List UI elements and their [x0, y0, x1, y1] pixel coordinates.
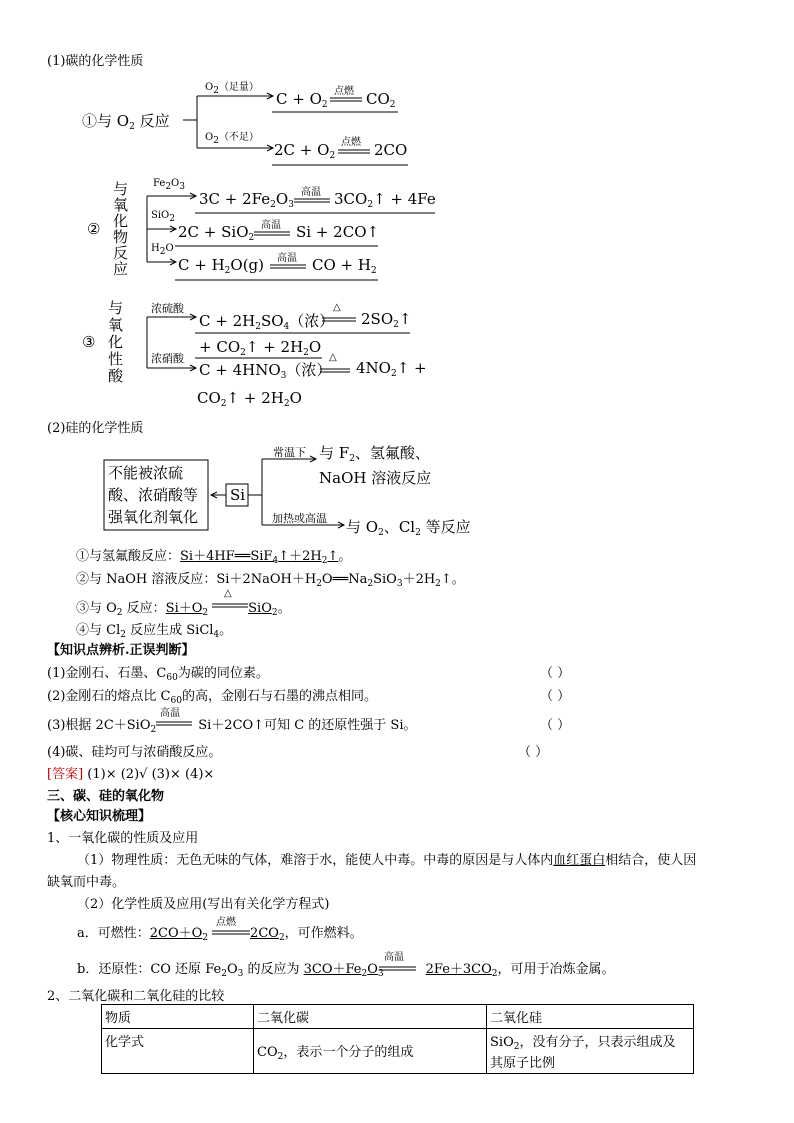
si-up-text: 与 $F_2$、氢氟酸、	[319, 444, 430, 464]
judge-q4-paren[interactable]: （ ）	[518, 745, 549, 760]
section-carbon-title: (1)碳的化学性质	[47, 54, 144, 69]
o2-eq2-cond: 点燃	[341, 137, 361, 148]
co-b: b．还原性：CO 还原 $Fe_2O_3$ 的反应为 $3CO+Fe_2O_3$ $2Fe+3CO_2$，可用于冶炼金属。	[77, 962, 615, 979]
judge-q3: (3)根据 2C＋SiO$_2$ Si＋2CO↑可知 C 的还原性强于 Si。	[47, 718, 417, 735]
acid-branch-h2so4: 浓硫酸	[151, 302, 184, 315]
section-oxides-title: 三、碳、硅的氧化物	[47, 789, 165, 804]
o2-eq2-reactant: $2C + O_2$	[274, 141, 336, 161]
acid-eq2-cond: △	[329, 352, 337, 363]
o2-eq1-cond: 点燃	[334, 86, 354, 97]
judge-q1-paren[interactable]: （ ）	[540, 666, 571, 681]
si-down-text: 与 $O_2$、$Cl_2$ 等反应	[346, 518, 471, 538]
si-eq4: ④与 $Cl_2$ 反应生成 SiCl$_4$。	[76, 623, 233, 640]
oxide-eq1-right: $3CO_2↑ + 4Fe$	[334, 190, 436, 210]
oxide-vertical-label: 与 氧 化 物 反 应	[113, 180, 129, 278]
judge-answer: [答案] (1)× (2)√ (3)× (4)×	[47, 767, 215, 782]
judge-q2-paren[interactable]: （ ）	[540, 689, 571, 704]
section-oxides-subtitle: 【核心知识梳理】	[47, 809, 152, 824]
o2-eq2-product: 2CO	[374, 141, 408, 159]
oxide-eq3-right: CO + $H_2$	[312, 256, 377, 276]
judge-q1: (1)金刚石、石墨、$C_{60}$为碳的同位素。	[47, 666, 269, 683]
si-up-text-line2: NaOH 溶液反应	[319, 469, 432, 487]
oxide-eq3-left: $C + H_2O(g)$	[178, 256, 265, 276]
table-header-cell: 二氧化碳	[254, 1005, 487, 1029]
table-row	[102, 1005, 694, 1029]
oxide-eq2-right: Si + 2CO↑	[296, 223, 380, 241]
oxide-eq2-cond: 高温	[261, 220, 281, 231]
acid-num: ③	[82, 333, 96, 351]
judge-q3-paren[interactable]: （ ）	[540, 718, 571, 733]
o2-reaction-label: ①与 $O_2$ 反应	[82, 112, 170, 132]
o2-sufficient-condition: $O_2$（足量）	[205, 82, 259, 96]
oxide-branch-h2o: $H_2O$	[151, 243, 174, 257]
acid-eq1-right: $2SO_2↑$	[361, 310, 412, 330]
oxide-branch-fe2o3: $Fe_2O_3$	[153, 178, 185, 192]
co-heading: 1、一氧化碳的性质及应用	[47, 831, 199, 846]
judge-q4: (4)碳、硅均可与浓硝酸反应。	[47, 745, 222, 760]
o2-eq1-reactant: $C + O_2$	[276, 90, 328, 110]
oxide-num: ②	[87, 220, 101, 238]
table-cell-label: 化学式	[102, 1029, 254, 1074]
oxide-eq2-left: 2C + SiO$_2$	[178, 223, 255, 243]
judge-q3-cond: 高温	[160, 708, 180, 719]
si-eq2: ②与 NaOH 溶液反应：$Si+2NaOH+H_2O══Na_2SiO_3+2H_2↑$。	[76, 572, 465, 589]
oxide-eq1-cond: 高温	[301, 187, 321, 198]
acid-branch-hno3: 浓硝酸	[151, 352, 184, 365]
oxide-eq3-cond: 高温	[277, 253, 297, 264]
table-cell-co2: $CO_2$，表示一个分子的组成	[254, 1029, 487, 1074]
acid-eq2-line2: $CO_2↑ + 2H_2O$	[197, 389, 302, 409]
o2-eq1-product: $CO_2$	[366, 90, 396, 110]
judge-title: 【知识点辨析.正误判断】	[47, 643, 195, 658]
co-chemical: （2）化学性质及应用(写出有关化学方程式)	[77, 897, 330, 912]
oxide-branch-sio2: SiO$_2$	[151, 210, 175, 224]
si-eq3-cond: △	[224, 588, 232, 599]
acid-eq1-left: $C + 2H_2SO_4$（浓）	[199, 312, 335, 332]
compare-heading: 2、二氧化碳和二氧化硅的比较	[47, 989, 225, 1004]
judge-q2: (2)金刚石的熔点比 $C_{60}$的高，金刚石与石墨的沸点相同。	[47, 689, 377, 706]
co-physical-line2: 缺氧而中毒。	[47, 875, 126, 890]
acid-eq1-line2: + $CO_2↑ + 2H_2O$	[199, 338, 322, 358]
acid-eq2-left: $C + 4HNO_3$（浓）	[199, 361, 332, 381]
co-a: a．可燃性：$2CO+O_2$ $2CO_2$，可作燃料。	[77, 926, 363, 943]
table-header-cell: 物质	[102, 1005, 254, 1029]
section-silicon-title: (2)硅的化学性质	[47, 421, 144, 436]
o2-insufficient-condition: $O_2$（不足）	[205, 132, 259, 146]
si-down-cond: 加热或高温	[272, 512, 327, 525]
table-header-cell: 二氧化硅	[487, 1005, 694, 1029]
co-physical: （1）物理性质：无色无味的气体，难溶于水，能使人中毒。中毒的原因是与人体内血红蛋白相结合，使人因	[77, 853, 697, 868]
compare-table	[101, 1004, 694, 1074]
acid-vertical-label: 与 氧 化 性 酸	[108, 299, 124, 385]
acid-eq2-right: $4NO_2↑$ +	[356, 359, 427, 379]
co-b-cond: 高温	[384, 952, 404, 963]
acid-eq1-cond: △	[333, 302, 341, 313]
si-up-cond: 常温下	[273, 446, 306, 459]
si-box-text: 不能被浓硫 酸、浓硝酸等 强氧化剂氧化	[108, 464, 199, 526]
si-eq1: ①与氢氟酸反应：$Si+4HF══SiF_4↑+2H_2↑$。	[76, 549, 352, 566]
table-row	[102, 1029, 694, 1074]
oxide-eq1-left: $3C + 2Fe_2O_3$	[199, 190, 294, 210]
co-a-cond: 点燃	[216, 917, 236, 928]
table-cell-sio2: SiO$_2$，没有分子，只表示组成及 其原子比例	[487, 1029, 694, 1074]
si-center: Si	[230, 486, 246, 504]
si-eq3: ③与 $O_2$ 反应：$Si+O_2$ SiO$_2$。	[76, 601, 291, 618]
